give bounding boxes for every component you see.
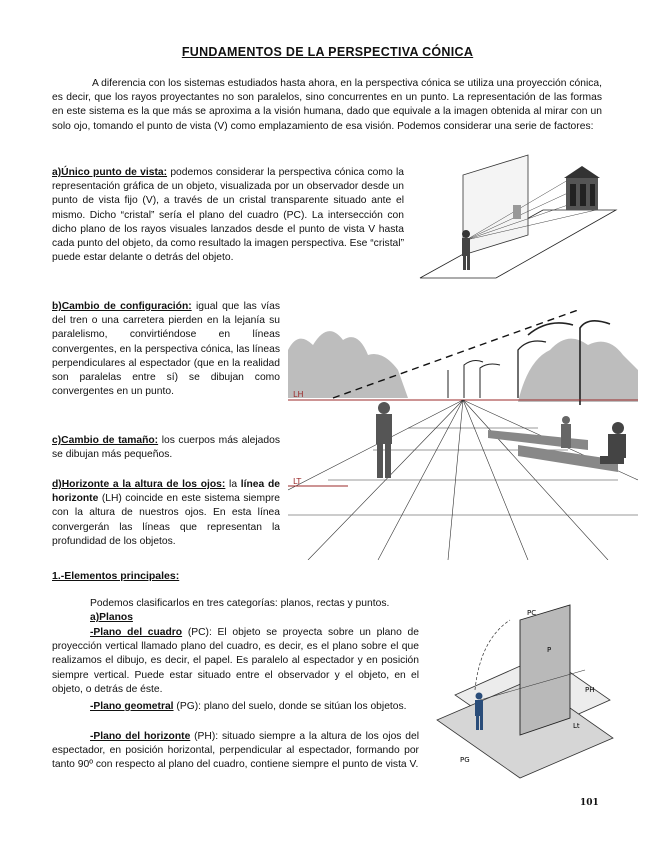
observer-figure (462, 230, 470, 270)
pg-label: PG (460, 756, 470, 764)
promenade-figure (288, 310, 638, 560)
planes-diagram (435, 600, 615, 780)
plano-geometral-text: (PG): plano del suelo, donde se sitúan los objetos. (173, 701, 407, 712)
plano-horizonte-paragraph (52, 730, 419, 773)
section-a-lead: a)Único punto de vista: (52, 167, 168, 178)
plano-geometral-lead: -Plano geometral (90, 701, 174, 712)
ph-label: PH (585, 686, 595, 694)
section-d-text-1: la (225, 479, 241, 490)
section-a-text: podemos considerar la perspectiva cónica como la representación gráfica de un objeto, visualizada por un observador desde un punto de vista fijo (V), a través de un cristal transparente situado ante el mismo. Dicho “cristal” sería el plano del cuadro (PC). La intersección con dicho plano de los rayos visuales lanzados desde el punto de vista V hasta cada punto del objeto, da como resultado la imagen perspectiva. Ese “cristal” puede estar delante o detrás del objeto. (52, 167, 405, 264)
page-number: 101 (580, 798, 599, 808)
plano-cuadro-paragraph (52, 626, 419, 697)
section-b-text: igual que las vías del tren o una carretera pierden en la lejanía su paralelismo, convirtiéndose en líneas convergentes, en la perspectiva cónica, las líneas perpendiculares al espectador (que en la realidad son paralelas entre sí) se dibujan como convergentes en un punto. (52, 301, 280, 398)
page-title: FUNDAMENTOS DE LA PERSPECTIVA CÓNICA (181, 45, 474, 59)
section-b-paragraph (52, 300, 280, 399)
plano-geometral-paragraph (52, 700, 419, 714)
pc-label: PC (527, 609, 537, 617)
section-c-paragraph (52, 434, 280, 462)
p-label: P (547, 646, 552, 654)
section-c-text: los cuerpos más alejados se dibujan más pequeños. (52, 435, 280, 461)
lt-label: LT (293, 477, 302, 486)
picture-plane-figure (418, 150, 618, 285)
plano-cuadro-text: (PC): El objeto se proyecta sobre un plano de proyección vertical llamado plano del cuadro, es decir, es el plano sobre el que realizamos el dibujo, es decir, el papel. Es paralelo al espectador y en posición siempre vertical. Puede estar situado entre el observador y el objeto, en el objeto, o detrás de éste. (52, 627, 419, 695)
plano-cuadro-lead: -Plano del cuadro (90, 627, 183, 638)
elements-heading: 1.-Elementos principales: (52, 570, 180, 582)
section-b-lead: b)Cambio de configuración: (52, 301, 192, 312)
section-d-text-2: (LH) coincide en este sistema siempre con la altura de nuestros ojos. En esta línea convergerán las líneas que representan la profundidad de los objetos. (52, 493, 280, 547)
lh-label: LH (293, 390, 304, 399)
categories-intro: Podemos clasificarlos en tres categorías: planos, rectas y puntos. (90, 598, 390, 609)
picture-plane-pc (520, 605, 570, 735)
section-c-lead: c)Cambio de tamaño: (52, 435, 159, 446)
section-a-paragraph (52, 166, 404, 265)
plano-horizonte-text: (PH): situado siempre a la altura de los ojos del espectador, en posición horizontal, perpendicular al espectador, formando por tanto 90º con respecto al plano del cuadro, contiene siempre el punto de vista V. (52, 731, 419, 771)
section-d-paragraph (52, 478, 280, 549)
walking-woman-sketch (561, 416, 571, 448)
section-d-lead: d)Horizonte a la altura de los ojos: (52, 479, 226, 490)
lt-diagram-label: Lt (573, 722, 580, 730)
section-d-bold: línea de horizonte (52, 479, 280, 505)
plano-horizonte-lead: -Plano del horizonte (90, 731, 191, 742)
building-sketch (564, 166, 600, 210)
planos-heading: a)Planos (90, 612, 133, 623)
intro-paragraph: A diferencia con los sistemas estudiados hasta ahora, en la perspectiva cónica se utiliza una proyección cónica, es decir, que los rayos proyectantes no son paralelos, sino concurrentes en un punto. La representación de las formas en este sistema es la que más se aproxima a la visión humana, dado que equivale a la imagen obtenida al mirar con un solo ojo, tomando el punto de vista (V) como emplazamiento de esa visión. Podemos considerar una serie de factores: (52, 78, 602, 132)
